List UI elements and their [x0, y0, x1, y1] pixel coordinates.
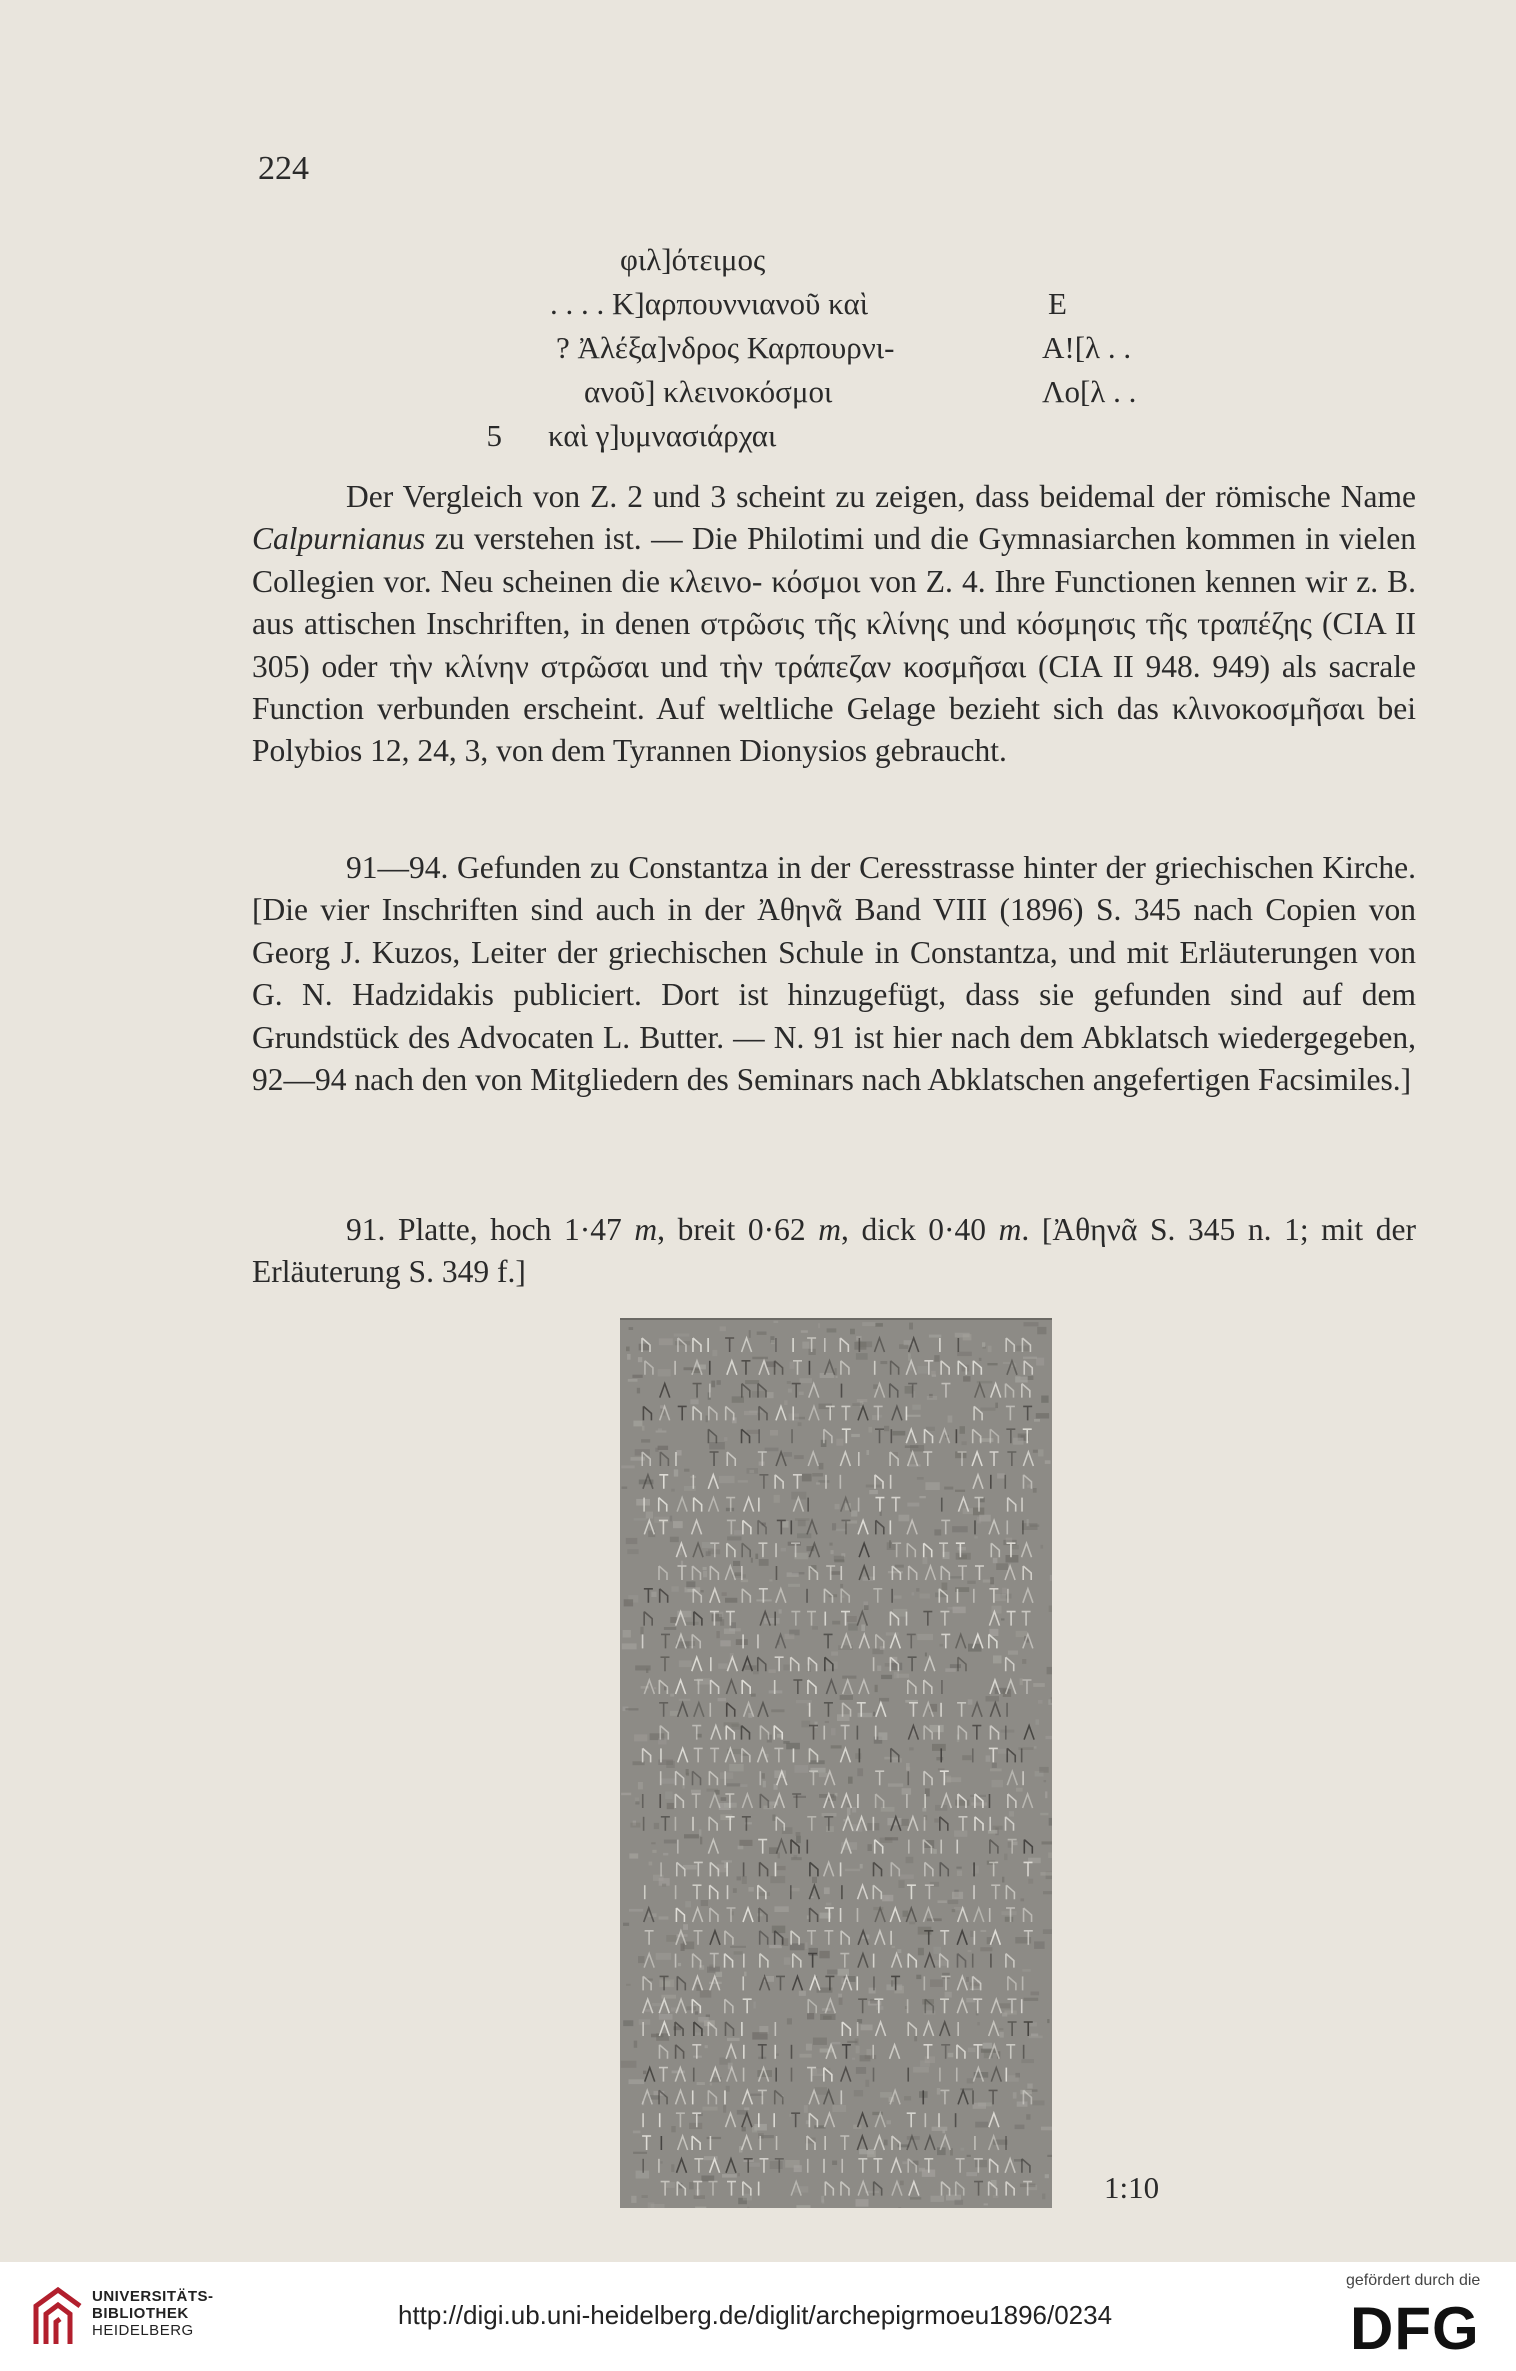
inscription-text: ανοῦ] κλεινοκόσμοι: [584, 374, 833, 409]
inscription-text: φιλ]ότειμος: [620, 242, 766, 277]
italic-term: m: [818, 1212, 841, 1247]
paragraph-text: Der Vergleich von Z. 2 und 3 scheint zu zeigen, dass beidemal der römische Name Calpurnianus zu verstehen ist. — Die Philotimi und die Gymnasiarchen kommen in vielen Collegien vor. Neu scheinen die κλεινο- κόσμοι von Z. 4. Ihre Functionen kennen wir z. B. aus attischen Inschriften, in denen στρῶσις τῆς κλίνης und κόσμησις τῆς τραπέζης (CIA II 305) oder τὴν κλίνην στρῶσαι und τὴν τράπεζαν κοσμῆσαι (CIA II 948. 949) als sacrale Function verbunden erscheint. Auf weltliche Gelage bezieht sich das κλινοκοσμῆσαι bei Polybios 12, 24, 3, von dem Tyrannen Dionysios gebraucht.: [252, 479, 1417, 769]
paragraph-text: 91. Platte, hoch 1·47 m, breit 0·62 m, dick 0·40 m. [Ἀθηνᾶ S. 345 n. 1; mit der Erläuterung S. 349 f.]: [252, 1212, 1416, 1290]
uni-name-line: UNIVERSITÄTS-: [92, 2288, 214, 2305]
footer-bar: [0, 2262, 1516, 2371]
inscription-text: καὶ γ]υμνασιάρχαι: [548, 418, 777, 453]
stone-slab-image: [620, 1320, 1052, 2208]
italic-term: m: [634, 1212, 658, 1247]
university-library-name: [92, 2288, 214, 2339]
inscription-text: . . . . Κ]αρπουννιανοῦ καὶ: [550, 286, 869, 321]
inscription-right-column: E: [1048, 286, 1067, 321]
line-number: 5: [486, 418, 502, 453]
uni-name-line: BIBLIOTHEK: [92, 2305, 189, 2322]
dfg-logo: DFG: [1350, 2295, 1480, 2362]
inscription-right-column: Λο[λ . .: [1042, 374, 1137, 409]
page-number: 224: [258, 150, 309, 187]
paragraph-findspot: [252, 847, 1416, 1101]
paragraph-commentary: [252, 476, 1416, 773]
source-url-link[interactable]: http://digi.ub.uni-heidelberg.de/diglit/archepigrmoeu1896/0234: [398, 2300, 1113, 2330]
paragraph-text: 91—94. Gefunden zu Constantza in der Ceresstrasse hinter der griechischen Kirche. [Die vier Inschriften sind auch in der Ἀθηνᾶ Band VIII (1896) S. 345 nach Copien von Georg J. Kuzos, Leiter der griechischen Schule in Constantza, und mit Erläuterungen von G. N. Hadzidakis publiciert. Dort ist hinzugefügt, dass sie gefunden sind auf dem Grundstück des Advocaten L. Butter. — N. 91 ist hier nach dem Abklatsch wiedergegeben, 92—94 nach den von Mitgliedern des Seminars nach Abklatschen angefertigen Facsimiles.]: [252, 850, 1417, 1098]
paragraph-stone-description: [252, 1209, 1416, 1294]
inscription-text: ? Ἀλέξα]νδρος Καρπουρνι-: [556, 330, 895, 365]
inscription-right-column: A![λ . .: [1042, 330, 1132, 365]
uni-name-line: HEIDELBERG: [92, 2322, 194, 2339]
university-library-logo-icon: [28, 2284, 88, 2348]
photo-scale: 1:10: [1104, 2170, 1160, 2205]
italic-term: Calpurnianus: [252, 521, 426, 557]
funded-by-label: gefördert durch die: [1346, 2272, 1481, 2289]
italic-term: m: [998, 1212, 1022, 1247]
inscription-photograph: [620, 1318, 1052, 2208]
